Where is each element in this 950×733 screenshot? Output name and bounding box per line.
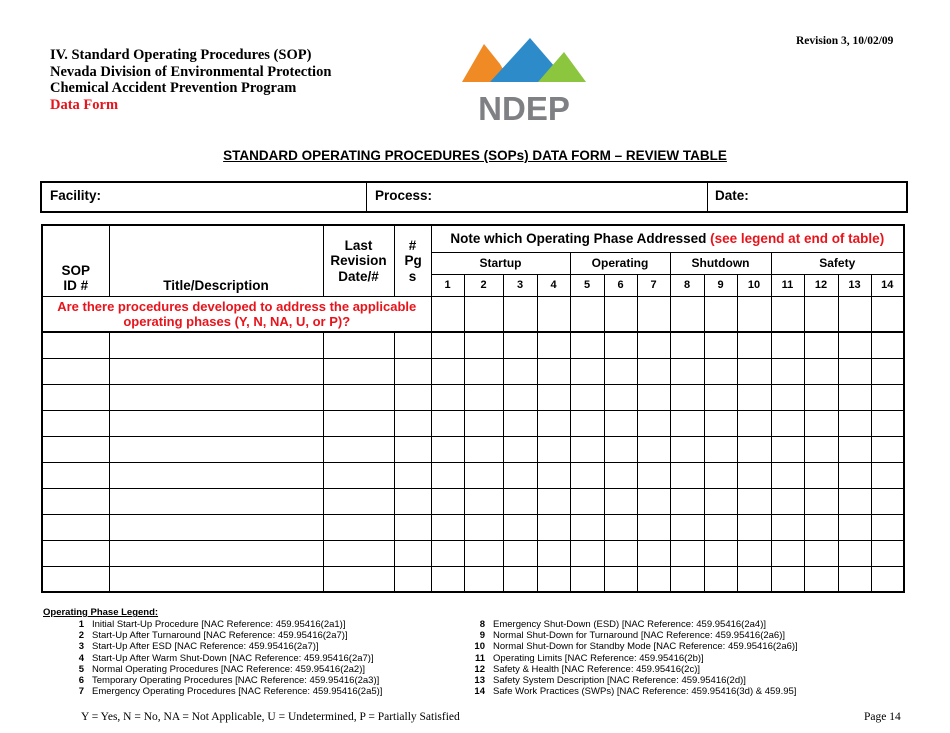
table-cell[interactable] xyxy=(737,540,771,566)
table-cell[interactable] xyxy=(670,462,704,488)
legend-list-left xyxy=(60,619,382,697)
table-cell[interactable] xyxy=(537,410,570,436)
table-cell[interactable] xyxy=(804,462,838,488)
table-cell[interactable] xyxy=(464,410,503,436)
table-cell[interactable] xyxy=(537,514,570,540)
table-cell[interactable] xyxy=(604,488,637,514)
legend-item-text: Initial Start-Up Procedure [NAC Reference: 459.95416(2a1)] xyxy=(92,619,346,630)
table-cell[interactable] xyxy=(804,410,838,436)
table-cell[interactable] xyxy=(503,540,537,566)
table-cell[interactable] xyxy=(431,514,464,540)
table-cell[interactable] xyxy=(431,358,464,384)
table-cell[interactable] xyxy=(570,540,604,566)
legend-item-text: Temporary Operating Procedures [NAC Reference: 459.95416(2a3)] xyxy=(92,675,380,687)
table-cell[interactable] xyxy=(838,540,871,566)
table-cell[interactable] xyxy=(464,540,503,566)
table-cell[interactable] xyxy=(871,358,904,384)
table-cell[interactable] xyxy=(109,436,323,462)
phase-number-cell: 3 xyxy=(503,274,537,296)
col-header-sop-id: SOP ID # xyxy=(42,225,109,296)
table-cell[interactable] xyxy=(737,358,771,384)
table-cell[interactable] xyxy=(503,332,537,358)
legend-title: Operating Phase Legend: xyxy=(43,607,159,618)
header-line-4: Data Form xyxy=(50,97,119,114)
table-cell[interactable] xyxy=(537,488,570,514)
table-row xyxy=(42,436,904,462)
group-shutdown: Shutdown xyxy=(670,252,771,274)
header-line-3: Chemical Accident Prevention Program xyxy=(50,80,297,97)
table-cell[interactable] xyxy=(771,566,804,592)
table-cell[interactable] xyxy=(637,332,670,358)
table-cell[interactable] xyxy=(323,514,394,540)
phase-answer-cell[interactable] xyxy=(604,296,637,332)
table-cell[interactable] xyxy=(537,332,570,358)
table-cell[interactable] xyxy=(771,410,804,436)
table-cell[interactable] xyxy=(771,384,804,410)
revision-label: Revision 3, 10/02/09 xyxy=(796,35,894,47)
table-cell[interactable] xyxy=(503,514,537,540)
table-cell[interactable] xyxy=(670,358,704,384)
table-row xyxy=(42,410,904,436)
legend-item-text: Start-Up After Turnaround [NAC Reference: 459.95416(2a7)] xyxy=(92,630,348,642)
table-cell[interactable] xyxy=(109,358,323,384)
table-cell[interactable] xyxy=(394,540,431,566)
legend-item xyxy=(455,630,798,641)
table-row xyxy=(42,358,904,384)
table-cell[interactable] xyxy=(394,410,431,436)
table-cell[interactable] xyxy=(42,540,109,566)
table-cell[interactable] xyxy=(804,332,838,358)
table-cell[interactable] xyxy=(704,436,737,462)
info-box xyxy=(40,181,908,213)
table-cell[interactable] xyxy=(431,488,464,514)
legend-item xyxy=(60,630,382,641)
table-cell[interactable] xyxy=(804,540,838,566)
header-block xyxy=(50,47,331,114)
group-startup: Startup xyxy=(431,252,570,274)
table-cell[interactable] xyxy=(771,540,804,566)
table-row xyxy=(42,514,904,540)
table-cell[interactable] xyxy=(637,384,670,410)
table-cell[interactable] xyxy=(871,488,904,514)
table-cell[interactable] xyxy=(670,332,704,358)
table-cell[interactable] xyxy=(537,436,570,462)
table-cell[interactable] xyxy=(737,384,771,410)
table-row xyxy=(42,332,904,358)
legend-item-number: 5 xyxy=(78,663,84,675)
table-cell[interactable] xyxy=(323,410,394,436)
table-cell[interactable] xyxy=(737,488,771,514)
table-cell[interactable] xyxy=(604,410,637,436)
legend-item-text: Operating Limits [NAC Reference: 459.95416(2b)] xyxy=(493,652,704,664)
table-cell[interactable] xyxy=(323,384,394,410)
table-cell[interactable] xyxy=(431,384,464,410)
legend-item-number: 3 xyxy=(78,641,84,653)
table-cell[interactable] xyxy=(537,566,570,592)
table-cell[interactable] xyxy=(704,384,737,410)
table-cell[interactable] xyxy=(394,462,431,488)
phase-number-cell: 4 xyxy=(537,274,570,296)
table-cell[interactable] xyxy=(431,540,464,566)
table-row xyxy=(42,462,904,488)
table-cell[interactable] xyxy=(570,514,604,540)
phase-number-cell: 11 xyxy=(771,274,804,296)
table-cell[interactable] xyxy=(109,514,323,540)
legend-item-number: 14 xyxy=(474,686,485,698)
table-cell[interactable] xyxy=(670,540,704,566)
table-cell[interactable] xyxy=(537,462,570,488)
table-cell[interactable] xyxy=(637,540,670,566)
table-cell[interactable] xyxy=(109,566,323,592)
table-cell[interactable] xyxy=(804,384,838,410)
legend-item-number: 11 xyxy=(474,652,485,664)
phase-answer-cell[interactable] xyxy=(431,296,464,332)
table-cell[interactable] xyxy=(570,566,604,592)
col-header-revision: Last Revision Date/# xyxy=(323,225,394,296)
phase-answer-cell[interactable] xyxy=(771,296,804,332)
form-title: STANDARD OPERATING PROCEDURES (SOPs) DATA FORM – REVIEW TABLE xyxy=(223,148,727,163)
table-cell[interactable] xyxy=(570,384,604,410)
table-cell[interactable] xyxy=(464,566,503,592)
table-cell[interactable] xyxy=(464,384,503,410)
legend-item-text: Start-Up After Warm Shut-Down [NAC Reference: 459.95416(2a7)] xyxy=(92,652,374,664)
legend-item xyxy=(455,686,798,697)
phase-answer-cell[interactable] xyxy=(838,296,871,332)
legend-item-number: 8 xyxy=(479,619,485,630)
table-cell[interactable] xyxy=(431,436,464,462)
table-row xyxy=(42,566,904,592)
table-cell[interactable] xyxy=(670,514,704,540)
legend-item-number: 1 xyxy=(78,619,84,630)
legend-item-number: 9 xyxy=(479,630,485,642)
table-cell[interactable] xyxy=(871,462,904,488)
phase-number-cell: 9 xyxy=(704,274,737,296)
table-cell[interactable] xyxy=(323,462,394,488)
table-cell[interactable] xyxy=(570,332,604,358)
table-cell[interactable] xyxy=(537,358,570,384)
table-cell[interactable] xyxy=(464,462,503,488)
table-cell[interactable] xyxy=(537,384,570,410)
phase-number-cell: 14 xyxy=(871,274,904,296)
footnote: Y = Yes, N = No, NA = Not Applicable, U = Undetermined, P = Partially Satisfied xyxy=(81,711,460,723)
table-cell[interactable] xyxy=(503,358,537,384)
table-cell[interactable] xyxy=(42,410,109,436)
table-cell[interactable] xyxy=(637,410,670,436)
table-cell[interactable] xyxy=(704,332,737,358)
legend-item-number: 10 xyxy=(474,641,485,653)
info-divider xyxy=(707,183,708,211)
table-cell[interactable] xyxy=(570,462,604,488)
table-cell[interactable] xyxy=(838,514,871,540)
table-cell[interactable] xyxy=(323,436,394,462)
ndep-logo xyxy=(460,36,590,126)
table-cell[interactable] xyxy=(604,358,637,384)
table-cell[interactable] xyxy=(323,358,394,384)
table-cell[interactable] xyxy=(464,514,503,540)
table-cell[interactable] xyxy=(431,566,464,592)
table-cell[interactable] xyxy=(109,540,323,566)
table-cell[interactable] xyxy=(42,384,109,410)
table-cell[interactable] xyxy=(503,566,537,592)
table-cell[interactable] xyxy=(670,566,704,592)
legend-item-text: Normal Operating Procedures [NAC Reference: 459.95416(2a2)] xyxy=(92,663,366,675)
table-cell[interactable] xyxy=(804,488,838,514)
table-cell[interactable] xyxy=(637,488,670,514)
date-label: Date: xyxy=(715,188,749,203)
table-cell[interactable] xyxy=(838,566,871,592)
table-cell[interactable] xyxy=(871,514,904,540)
table-cell[interactable] xyxy=(670,488,704,514)
table-cell[interactable] xyxy=(838,410,871,436)
phase-number-cell: 10 xyxy=(737,274,771,296)
logo-text: NDEP xyxy=(478,90,570,126)
table-cell[interactable] xyxy=(464,436,503,462)
process-label: Process: xyxy=(375,188,433,203)
table-cell[interactable] xyxy=(838,384,871,410)
legend-item-text: Safe Work Practices (SWPs) [NAC Reference: 459.95416(3d) & 459.95] xyxy=(493,686,797,698)
table-cell[interactable] xyxy=(570,488,604,514)
table-cell[interactable] xyxy=(871,384,904,410)
table-cell[interactable] xyxy=(804,514,838,540)
table-cell[interactable] xyxy=(771,488,804,514)
table-cell[interactable] xyxy=(737,514,771,540)
table-cell[interactable] xyxy=(838,488,871,514)
table-cell[interactable] xyxy=(42,358,109,384)
table-cell[interactable] xyxy=(771,514,804,540)
table-cell[interactable] xyxy=(704,566,737,592)
table-cell[interactable] xyxy=(704,488,737,514)
table-cell[interactable] xyxy=(838,358,871,384)
table-cell[interactable] xyxy=(394,566,431,592)
legend-item-text: Safety & Health [NAC Reference: 459.95416(2c)] xyxy=(493,663,701,675)
table-row xyxy=(42,384,904,410)
table-cell[interactable] xyxy=(637,566,670,592)
table-cell[interactable] xyxy=(431,462,464,488)
table-cell[interactable] xyxy=(637,436,670,462)
table-cell[interactable] xyxy=(109,410,323,436)
table-cell[interactable] xyxy=(323,488,394,514)
phase-number-cell: 6 xyxy=(604,274,637,296)
table-cell[interactable] xyxy=(42,436,109,462)
table-cell[interactable] xyxy=(871,332,904,358)
legend-item xyxy=(455,653,798,664)
table-cell[interactable] xyxy=(570,410,604,436)
header-line-1: IV. Standard Operating Procedures (SOP) xyxy=(50,47,312,63)
phase-answer-cell[interactable] xyxy=(704,296,737,332)
table-cell[interactable] xyxy=(503,410,537,436)
table-cell[interactable] xyxy=(394,436,431,462)
table-cell[interactable] xyxy=(804,566,838,592)
phase-answer-cell[interactable] xyxy=(737,296,771,332)
table-cell[interactable] xyxy=(604,462,637,488)
table-cell[interactable] xyxy=(871,540,904,566)
table-cell[interactable] xyxy=(737,410,771,436)
phase-answer-cell[interactable] xyxy=(637,296,670,332)
header-line-2: Nevada Division of Environmental Protection xyxy=(50,63,332,80)
phase-note-legend-ref: (see legend at end of table) xyxy=(710,231,885,246)
table-cell[interactable] xyxy=(323,332,394,358)
table-cell[interactable] xyxy=(604,384,637,410)
table-cell[interactable] xyxy=(771,436,804,462)
legend-item-number: 2 xyxy=(78,630,84,642)
col-header-pages: # Pg s xyxy=(394,225,431,296)
table-cell[interactable] xyxy=(637,514,670,540)
legend-item-text: Safety System Description [NAC Reference: 459.95416(2d)] xyxy=(493,675,746,687)
table-cell[interactable] xyxy=(431,410,464,436)
table-cell[interactable] xyxy=(394,514,431,540)
phase-note xyxy=(431,225,904,252)
legend-item-text: Normal Shut-Down for Standby Mode [NAC Reference: 459.95416(2a6)] xyxy=(493,641,798,653)
table-cell[interactable] xyxy=(323,566,394,592)
table-cell[interactable] xyxy=(737,436,771,462)
legend-item-number: 7 xyxy=(78,686,84,698)
table-cell[interactable] xyxy=(503,488,537,514)
table-cell[interactable] xyxy=(604,540,637,566)
table-cell[interactable] xyxy=(604,566,637,592)
table-cell[interactable] xyxy=(394,358,431,384)
page-number: Page 14 xyxy=(864,711,901,723)
legend-item-text: Emergency Shut-Down (ESD) [NAC Reference: 459.95416(2a4)] xyxy=(493,619,766,630)
legend-item xyxy=(60,664,382,675)
legend-item xyxy=(60,653,382,664)
table-cell[interactable] xyxy=(503,384,537,410)
table-cell[interactable] xyxy=(737,566,771,592)
table-cell[interactable] xyxy=(637,358,670,384)
table-cell[interactable] xyxy=(838,436,871,462)
table-cell[interactable] xyxy=(604,514,637,540)
table-cell[interactable] xyxy=(323,540,394,566)
phase-number-cell: 13 xyxy=(838,274,871,296)
table-cell[interactable] xyxy=(604,332,637,358)
phase-number-cell: 8 xyxy=(670,274,704,296)
table-row xyxy=(42,488,904,514)
table-cell[interactable] xyxy=(42,566,109,592)
table-cell[interactable] xyxy=(871,436,904,462)
table-cell[interactable] xyxy=(737,332,771,358)
table-cell[interactable] xyxy=(871,410,904,436)
legend-item xyxy=(60,675,382,686)
phase-number-cell: 12 xyxy=(804,274,838,296)
table-cell[interactable] xyxy=(704,540,737,566)
table-cell[interactable] xyxy=(838,462,871,488)
phase-number-cell: 5 xyxy=(570,274,604,296)
legend-item-number: 12 xyxy=(474,663,485,675)
phase-answer-cell[interactable] xyxy=(537,296,570,332)
table-cell[interactable] xyxy=(503,436,537,462)
legend-item-number: 4 xyxy=(78,652,84,664)
table-cell[interactable] xyxy=(871,566,904,592)
table-cell[interactable] xyxy=(109,332,323,358)
phase-answer-cell[interactable] xyxy=(670,296,704,332)
table-cell[interactable] xyxy=(771,358,804,384)
phase-answer-cell[interactable] xyxy=(804,296,838,332)
table-cell[interactable] xyxy=(570,358,604,384)
legend-item xyxy=(455,675,798,686)
group-operating: Operating xyxy=(570,252,670,274)
table-cell[interactable] xyxy=(771,332,804,358)
phase-number-cell: 7 xyxy=(637,274,670,296)
legend-list-right xyxy=(455,619,798,697)
review-table xyxy=(41,224,905,593)
legend-item-number: 6 xyxy=(78,675,84,687)
table-cell[interactable] xyxy=(464,332,503,358)
table-cell[interactable] xyxy=(737,462,771,488)
table-cell[interactable] xyxy=(838,332,871,358)
legend-item-text: Emergency Operating Procedures [NAC Reference: 459.95416(2a5)] xyxy=(92,686,383,698)
info-divider xyxy=(366,183,367,211)
table-cell[interactable] xyxy=(42,488,109,514)
legend-item-text: Start-Up After ESD [NAC Reference: 459.95416(2a7)] xyxy=(92,641,319,653)
table-cell[interactable] xyxy=(464,488,503,514)
table-cell[interactable] xyxy=(604,436,637,462)
phase-answer-cell[interactable] xyxy=(503,296,537,332)
table-cell[interactable] xyxy=(804,436,838,462)
legend-item xyxy=(60,641,382,652)
table-cell[interactable] xyxy=(394,488,431,514)
table-cell[interactable] xyxy=(704,410,737,436)
table-cell[interactable] xyxy=(109,488,323,514)
table-cell[interactable] xyxy=(464,358,503,384)
table-cell[interactable] xyxy=(570,436,604,462)
table-cell[interactable] xyxy=(431,332,464,358)
group-safety: Safety xyxy=(771,252,904,274)
table-cell[interactable] xyxy=(109,384,323,410)
table-cell[interactable] xyxy=(42,462,109,488)
col-header-title: Title/Description xyxy=(109,225,323,296)
table-cell[interactable] xyxy=(109,462,323,488)
phase-answer-cell[interactable] xyxy=(871,296,904,332)
table-row xyxy=(42,540,904,566)
phase-number-cell: 2 xyxy=(464,274,503,296)
table-cell[interactable] xyxy=(637,462,670,488)
legend-item xyxy=(60,619,382,630)
table-cell[interactable] xyxy=(537,540,570,566)
legend-item xyxy=(60,686,382,697)
legend-item xyxy=(455,641,798,652)
table-cell[interactable] xyxy=(503,462,537,488)
table-cell[interactable] xyxy=(670,436,704,462)
table-cell[interactable] xyxy=(394,384,431,410)
legend-item-number: 13 xyxy=(474,675,485,687)
legend-item-text: Normal Shut-Down for Turnaround [NAC Reference: 459.95416(2a6)] xyxy=(493,630,786,642)
phase-number-cell: 1 xyxy=(431,274,464,296)
table-cell[interactable] xyxy=(704,358,737,384)
table-cell[interactable] xyxy=(704,514,737,540)
legend-item xyxy=(455,619,798,630)
table-cell[interactable] xyxy=(704,462,737,488)
legend-item xyxy=(455,664,798,675)
table-cell[interactable] xyxy=(394,332,431,358)
table-cell[interactable] xyxy=(670,410,704,436)
question-cell: Are there procedures developed to address the applicable operating phases (Y, N, NA, U, or P)? xyxy=(42,296,431,332)
table-cell[interactable] xyxy=(771,462,804,488)
facility-label: Facility: xyxy=(50,188,102,203)
table-cell[interactable] xyxy=(804,358,838,384)
phase-note-text: Note which Operating Phase Addressed xyxy=(450,231,711,246)
table-cell[interactable] xyxy=(42,332,109,358)
table-cell[interactable] xyxy=(42,514,109,540)
phase-answer-cell[interactable] xyxy=(464,296,503,332)
table-cell[interactable] xyxy=(670,384,704,410)
phase-answer-cell[interactable] xyxy=(570,296,604,332)
